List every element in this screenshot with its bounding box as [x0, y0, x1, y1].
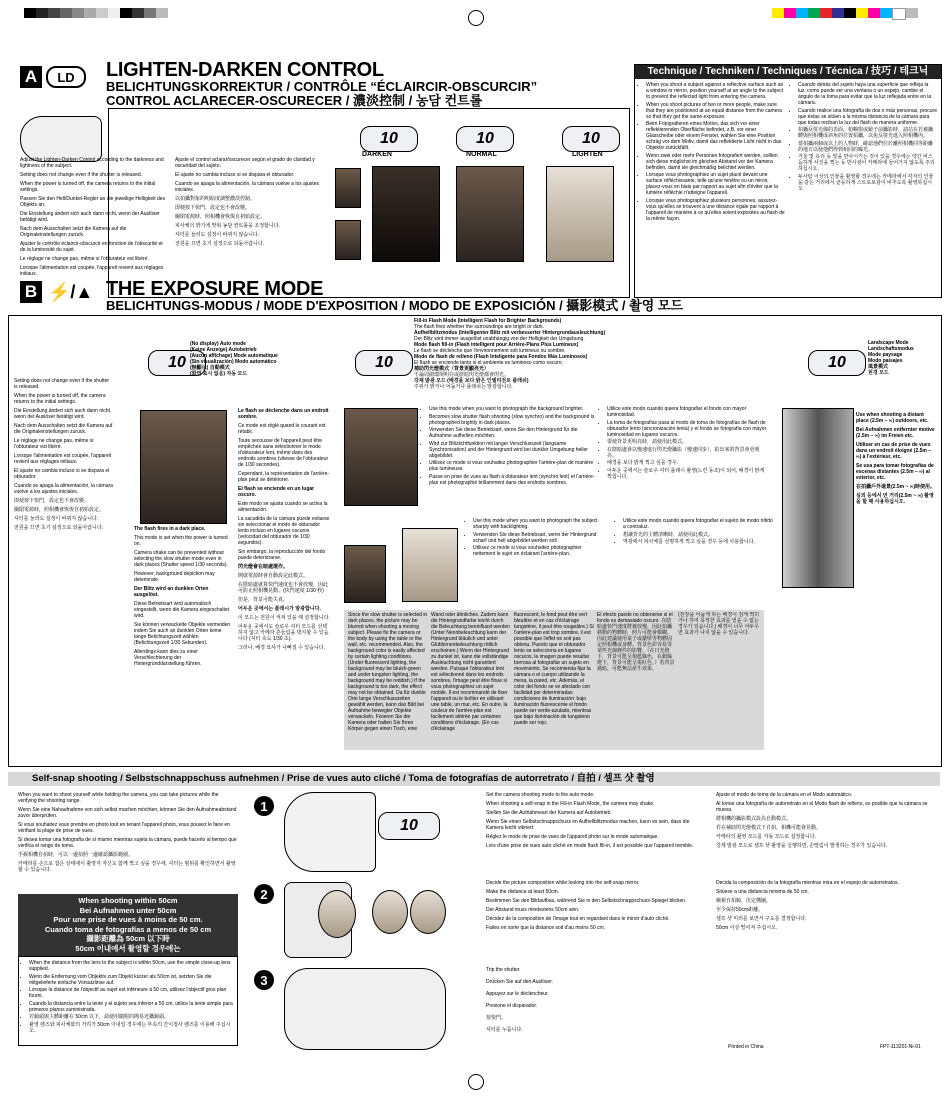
fill-in-mode-labels: Fill-in Flash Mode (Intelligent Flash for Brighter Backgrounds) The flash fires whether the surroundings are bright or dark. Aufhellblitzmodus (Intelligenter Blitz mit verbesserter Hintergrundausleuchtung) Der Blitz wird immer ausgelöst unabhängig von der Helligkeit der Umgebung. Mode flash fill-in (Flash intelligent pour Arrière-Plans Plus Lumineux) Le flash se déclenche que l'environnement soit lumineux ou sombre. Modo de flash de relleno (Flash Inteligente para Fondos Más Luminosos) El flash se enciende tanto si el ambiente es luminoso como oscuro. 補助閃光燈模式（背景更顯亮光） 不論周圍環境明亮或陰暗閃光燈都會閃光。 강제 발광 모드 (배경을 보다 밝은 인텔리전트 플래쉬) 주위가 밝거나 어둡거나 플래쉬는 발광합니다. [414, 318, 606, 390]
step3-text: Trip the shutter. Drücken Sie auf den Auslöser. Appuyez sur le déclencheur. Presione el disparador. 按快門。 셔터를 누릅니다. [486, 967, 553, 1033]
mode-label-darken: DARKEN [362, 151, 392, 158]
color-registration-strip [772, 8, 918, 20]
example-photo-lighten [546, 166, 614, 262]
technique-header: Technique / Techniken / Techniques / Técnica / 技巧 / 테크닉 [635, 65, 941, 79]
document-code: FPT-113201-Ni-01 [880, 1044, 921, 1050]
section-b-header [20, 281, 93, 303]
camera-illustration [284, 792, 376, 872]
warning-col-4: El efecto puede no obtenerse si el fondo es demasiado oscuro. 在陰暗處快門速度將被放慢，因此拍攝移動的物體時，照片可能會模糊。因此建議使用桌子或牆壁等物體固定照相機或身體。背景色彩容易受某些光線條件的影響。（在日光燈下，背景可能呈現藍綠色，在鎢絲燈下，背景可能呈現紅色。）若背景過暗，可能無法產生效果。 [597, 612, 675, 672]
warning-col-5: (천장을 어둡게 하는 배경이 검게 찍히거나 하여 목적한 효과를 얻을 수 없는 경우가 있습니다.) 배경이 너무 어두우면 효과가 나지 않을 수 있습니다. [678, 612, 760, 636]
section-a-notes-right: Ajuste el control aclarar/oscurecer según el grado de claridad y oscuridad del sujeto. El ajuste no cambia incluso si se dispara el obturador. Cuando se apaga la alimentación, la cámara vuelve a los ajustes iniciales. 以拍攝對象的明暗度調整濃淡控制。 即便按下快門，設定也不會改變。 關閉電源時，照相機會恢復自初始設定。 피사체의 밝기에 맞춰 농담 컨트롤을 조정합니다. 셔터를 눌러도 설정이 바뀌지 않습니다. 전원을 끄면 초기 설정으로 되돌아갑니다. [175, 157, 319, 247]
lcd-display: 10 [562, 126, 620, 152]
camera-back-illustration [20, 116, 102, 162]
technique-col-1: • When you shoot a subject against a reflective surface such as a window or mirror, position yourself at an angle to the subject to prevent the reflected light from entering the camera. • When you shoot pictures of two or more people, make sure that they are positioned at an equal distance from the camera so that they get the same exposure. • Beim Fotografieren eines Motivs, das sich vor einer reflektierenden Oberfläche befindet, z.B. vor einer Glasscheibe oder einem Fenster, wählen Sie eine Position schräg vor dem Motiv, damit das reflektierte Licht nicht in das Objektiv zurückfällt. • Wenn zwei oder mehr Personen fotografiert werden, sollten sich diese möglichst im gleichen Abstand vor der Kamera befinden, damit sie gleichmäßig belichtet werden. • Lorsque vous photographiez un sujet placé devant une surface réfléchissante, telle qu'une fenêtre ou un miroir, placez-vous en biais par rapport au sujet afin d'éviter que la lumière réfléchie n'atteigne l'appareil. • Lorsque vous photographiez plusieurs personnes, assurez-vous qu'elles se trouvent à une distance égale par rapport à l'appareil de manière à ce qu'elles soient exposées au flash de la même façon. [639, 82, 785, 223]
landscape-mode-labels: Landscape Mode Landschaftsmodus Mode paysage Modo paisajes 風景模式 원경 모드 [868, 340, 914, 376]
lcd-landscape-mode: 10 [808, 350, 866, 376]
step1-text-2: Ajuste el modo de toma de la cámara en el Modo automático. Al tomar una fotografía de autorretrato en el Modo flash de relleno, es posible que la cámara se mueva. 將相機的攝影模式設為自動模式。 若在補助閃光燈模式下自拍，相機可能會晃動。 카메라의 촬영 모드를 자동 모드로 설정합니다. 강제 발광 모드로 셀프 샷 촬영을 실행하면, 손떨림이 발생하는 경우가 있습니다. [716, 792, 928, 849]
example-photo-darken [372, 166, 440, 262]
self-snap-mirror-illustration [318, 890, 356, 938]
fill-in-mode-description: • Use this mode when you want to photograph the background brighter. • Becomes slow shutter flash shooting (slow synchro) and the background is photographed brightly in dark places. • Verwenden Sie diese Betriebsart, wenn Sie den Hintergrund für die Aufnahme aufhellen möchten. • Wird zur Blitzlichtfunktion mit langer Verschlusszeit (langsame Synchronisation) und der Hintergrund wird bei dunkler Umgebung heller abgebildet. • Utilisez ce mode si vous souhaitez photographier l'arrière-plan de manière plus lumineuse. • Passe en prise de vues au flash à obturateur lent (synchro lent) et l'arrière-plan est photographié brillamment dans des endroits sombres. [422, 406, 601, 487]
section-a-notes-left: Adjust the Lighten-Darken Control according to the darkness and lightness of the subject. Setting does not change even if the shutter is released. When the power is turned off, the camera returns to the initial settings. Passen Sie den Hell/Dunkel-Regler an die jeweilige Helligkeit des Objekts an. Die Einstellung ändert sich auch dann nicht, wenn der Auslöser betätigt wird. Nach dem Ausschalten setzt die Kamera auf die Originaleinstellungen zurück. Ajuster le contrôle éclaircir-obscurcir en fonction de l'obscurité et de la luminosité du sujet. Le réglage ne change pas, même si l'obturateur est libéré. Lorsque l'alimentation est coupée, l'appareil revient aux réglages initiaux. [20, 157, 166, 277]
backlit-description-2: • Utilice este modo cuando quiera fotografiar el sujeto de modo nítido a contraluz. • 想讓背光的主體清晰時，請使用此模式。 • 역광에서 피사체를 선명하게 찍고 싶을 경우 등에 사용합니다. [616, 518, 773, 547]
step-number-3: 3 [254, 970, 274, 990]
lcd-auto-mode: 10 [148, 350, 206, 376]
landscape-description: Use when shooting a distant place (2.5m – ∞) outdoors, etc. Bei Aufnahmen entfernter motive (2.5m – ∞) im Freien etc. Utiliser en cas de prise de vues dans un endroit éloigné (2.5m – ∞) à l'extérieur, etc. Se usa para tomar fotografías de escenas distantes (2.5m – ∞) al exterior, etc. 在拍攝戶外遠景(2.5m ~ ∞)時使用。 실외 등에서 먼 거리(2.5m ~ ∞) 촬영을 할 때 사용하십시오. [856, 412, 935, 505]
close-up-callout: When shooting within 50cm Bei Aufnahmen unter 50cm Pour une prise de vues à moins de 50 cm. Cuando toma de fotografías a menos de 50 cm 攝影距離為 50cm 以下時 50cm 이내에서 촬영할 경우에는 [18, 894, 238, 956]
section-title: THE EXPOSURE MODE [106, 278, 324, 300]
section-a-title [106, 60, 626, 108]
section-b-left-notes: Setting does not change even if the shutter is released. When the power is turned off, the camera returns to the initial settings. Die Einstellung ändert sich auch dann nicht, wenn der Auslöser betätigt wird. Nach dem Ausschalten setzt die Kamera auf die Originaleinstellungen zurück. Le réglage ne change pas, même si l'obturateur est libéré. Lorsque l'alimentation est coupée, l'appareil revient aux réglages initiaux. El ajuste no cambia incluso si se dispara el obturador. Cuando se apaga la alimentación, la cámara vuelve a los ajustes iniciales. 即使按下快門，設定也不會改變。 關閉電源時，照相機會恢復自初始設定。 셔터를 눌러도 설정이 바뀌지 않습니다. 전원을 끄면 초기 설정으로 되돌아갑니다. [14, 378, 113, 531]
mode-label-lighten: LIGHTEN [572, 151, 603, 158]
section-subtitle: BELICHTUNGS-MODUS / MODE D'EXPOSITION / MODO DE EXPOSICIÓN / 攝影模式 / 촬영 모드 [106, 298, 683, 313]
mode-label-normal: NORMAL [466, 151, 497, 158]
step-number-2: 2 [254, 884, 274, 904]
printed-in: Printed in China [728, 1044, 764, 1050]
section-letter: B [20, 281, 42, 303]
lcd-display: 10 [456, 126, 514, 152]
fill-in-mode-photo [344, 408, 418, 506]
auto-mode-fr-es-asia: Le flash se déclenche dans un endroit sombre. Ce mode est réglé quand le courant est rétabli. Toute secousse de l'appareil peut être empêchée sans sélectionner le mode d'obturateur lent, même dans des endroits sombres (vitesse de l'obturateur de 1/30 secondes). Cependant, la représentation de l'arrière-plan peut se détériorer. El flash se enciende en un lugar oscuro. Este modo se ajusta cuando se activa la alimentación. La sacudida de la cámara puede evitarse sin seleccionar el modo de obturador lento incluso en lugares oscuros (velocidad del obturador de 1/30 segundos). Sin embargo, la reproducción del fondo puede deteriorarse. 閃光燈會在暗處運作。 開啟電源時會自動設定此模式。 在陰暗處就算快門速度也不會放慢，因此可防止照相機晃動。(快門速度 1/30 秒) 但是，背景可能失真。 어두운 곳에서는 플래시가 발광합니다. 이 모드는 전원이 켜져 있을 때 설정합니다. 어두운 곳에서도 슬로우 셔터 모드를 선택하지 않고 카메라 흔들림을 방지할 수 있습니다 (셔터 속도 1/30 초). 그러나, 배경 묘사가 나빠질 수 있습니다. [238, 408, 330, 651]
section-a-header [20, 66, 86, 88]
step2-text-2: Decida la composición de la fotografía mientras mira en el espejo de autorretratos. Sitúese a una distancia mínima de 50 cm. 檢視自拍鏡，決定構圖。 至少保持50cm距離。 셀프 샷 미러를 보면서 구도를 결정합니다. 50cm 이상 떨어져 주십시오. [716, 880, 899, 931]
step1-lcd: 10 [378, 812, 440, 840]
section-subtitle: BELICHTUNGSKORREKTUR / CONTRÔLE “ÉCLAIRCIR-OBSCURCIR” [106, 79, 538, 94]
warning-col-2: Wand oder ähnliches. Zudem kann die Hintergrundfarbe leicht durch die Beleuchtung beeinflusst werden (Unter Neonbeleuchtung kann der Hintergrund bläulich und unter Glühbirnenbeleuchtung rötlich erscheinen.) Wenn der Hintergrund zu dunkel ist, kann die vollständige Ausleuchtung nicht garantiert werden. Puisque l'obturateur lent est sélectionné dans les endroits sombres, l'image peut être floue si vous photographiez un sujet mobile. Il est recommandé de fixer l'appareil ou le boîtier en utilisant une table, un mur, etc. En outre, la couleur de l'arrière-plan est facilement altérée par certaines conditions d'éclairage. (En cas d'éclairage [431, 612, 510, 732]
section-letter: A [20, 66, 42, 88]
example-photo [335, 220, 361, 260]
section-b-title [106, 279, 786, 313]
section-subtitle: CONTROL ACLARECER-OSCURECER / 濃淡控制 / 농담 컨트롤 [106, 93, 483, 108]
warning-col-3: fluorescent, le fond peut être vert bleuâtre et en cas d'éclairage tungstène, il peut être rougeâtre.) Si l'arrière-plan est trop sombre, il est possible que l'effet ne soit pas obtenu. Puesto que el obturador lento se selecciona en lugares oscuros, la imagen puede resultar borrosa al fotografiar un sujeto en movimiento. Se recomienda fijar la cámara o el cuerpo utilizando la mesa, la pared, etc. Además, el color del fondo se ve afectado con facilidad por determinadas condiciones de iluminación: bajo iluminación fluorescente el fondo puede ser verde-azulado, mientras que bajo iluminación de tungsteno puede ser rojo. [514, 612, 594, 726]
crop-mark-icon [468, 1074, 484, 1090]
auto-mode-en-de: The flash fires in a dark place. This mode is set when the power is turned on. Camera shake can be prevented without selecting the slow shutter mode even in dark places (Shutter speed 1/30 seconds). However, background depiction may deteriorate. Der Blitz wird an dunklen Orten ausgelöst. Diese Betriebsart wird automatisch eingestellt, wenn die Kamera eingeschaltet wird. Sie können verwackelte Objekte vermeiden indem Sie auch an dunklen Orten keine lange Belichtungszeit wählen (Belichtungszeit 1/30 Sekunden). Allerdings kann dies zu einer Verschlechterung der Hintergrunddarstellung führen. [134, 526, 231, 667]
backlit-photo-small [344, 545, 386, 603]
crop-mark-icon [468, 10, 484, 26]
shutter-illustration [284, 968, 446, 1050]
grayscale-registration-strip [24, 8, 168, 18]
fill-in-mode-description-2: • Utilice este modo cuando quiera fotografiar el fondo con mayor luminosidad. • La toma de fotografías pasa al modo de toma de fotografías de flash de obturador lento (sincronización lenta) y el fondo se fotografía con mayor luminosidad en lugares oscuros. • 要使背景更明亮時，請使用此模式。 • 在陰暗處會以慢速進行閃光燈攝影（慢速同步），拍出來的背景會更明亮。 • 배경을 보다 밝게 찍고 싶을 경우. • 어두운 곳에서는 슬로우 셔터 플래시 촬영(느린 동조)이 되어, 배경이 밝게 찍힙니다. [600, 406, 767, 481]
technique-col-2: • Cuando detrás del sujeto haya una superficie que refleja la luz, como puede ser una ventana o un espejo, cambie el ángulo de la toma para evitar que la luz reflejada entre en la cámara. • Cuando realice una fotografía de dos o más personas, procure que éstas se sitúen a la misma distancia de la cámara para que todas reciban la luz del flash de manera uniforme. • 拍攝反射光線的表面，如櫥窗或鏡子前攝影時，請站在若被攝體與照相機成斜角的位置拍攝，以免反射光進入照相機內。 • 當拍攝兩個或以上的人物時，確認他們位於離照相機同等距離的地方以使他們得到相同的曝光。 • 거울 및 유리 등 빛을 반사시키는 것이 있을 경우에는 약간 비스듬하게 사진을 찍는 등 반사광이 카메라에 들어가지 않도록 주의하십시오. • 두사람 이상의 인물을 촬영할 경우에는 카메라에서 각자의 인물을 같은 거리에서 균등하게 스트로보광이 비추도록 촬영하십시오. [791, 82, 937, 223]
landscape-photo [782, 408, 854, 588]
section-title: LIGHTEN-DARKEN CONTROL [106, 59, 384, 81]
flash-mode-icon: ⚡/▲ [48, 281, 94, 302]
close-up-notes-box: • When the distance from the lens to the subject is within 50cm, use the simple close-up lens supplied. • Wenn die Entfernung vom Objektiv zum Objekt kürzer als 50cm ist, setzten Sie die mitgelieferte einfache Vorsatzlinse auf. • Lorsque la distance de l'objectif au sujet est inférieure à 50 cm, utilisez l'objectif gros plan fourni. • Cuando la distancia entre la lente y el sujeto sea inferior a 50 cm, utilice la lente simple para primeros planos suministrada. • 若鏡頭與主體距離在 50cm 以下，請使用隨附的簡易近攝鏡頭。 • 촬영 렌즈와 피사체와의 거리가 50cm 이내일 경우에는 부속의 간이접사 렌즈를 이용해 주십시오. [18, 956, 238, 1046]
auto-mode-labels: (No display) Auto mode (Keine Anzeige) Autobetrieb (Aucun affichage) Mode automatique (Sin visualización) Modo automático (無顯示) 自動模式 (화면 표시 없음) 자동 모드 [190, 341, 278, 377]
lcd-fill-in-mode: 10 [355, 350, 413, 376]
step2-text: Decide the picture composition while looking into the self-snap mirror. Make the distance at least 50cm. Bestimmen Sie den Bildaufbau, während Sie in den Selbstschnappschuss-Spiegel blicken. Der Abstand muss mindestens 50cm sein. Décidez de la composition de l'image tout en regardant dans le miroir d'auto cliché. Faites en sorte que la distance soit d'au moins 50 cm. [486, 880, 687, 931]
self-snap-intro: When you want to shoot yourself while holding the camera, you can take pictures while the verifying the shooting range. Wenn Sie eine Nahaufnahme von sich selbst machen möchten, können Sie den Aufnahmeabstand zuvor überprüfen. Si vous souhaitez vous prendre en photo tout en tenant l'appareil photo, vous pouvez le faire en vérifiant la plage de prise de vues. Si desea tomar una fotografía de sí mismo mientras sujeta la cámara, puede hacerlo al tiempo que verifica el rango de toma. 手握相機自拍時，可以一邊拍照一邊確認攝影範圍。 카메라를 손으로 잡은 상태에서 촬영자 자신도 함께 찍고 싶을 경우에, 셔터는 범위를 확인하면서 촬영할 수 있습니다. [18, 792, 237, 873]
self-snap-mirror-illustration [410, 890, 446, 934]
self-snap-mirror-illustration [372, 890, 408, 934]
lighten-darken-icon: LD [46, 66, 86, 88]
self-snap-header: Self-snap shooting / Selbstschnappschuss aufnehmen / Prise de vues auto cliché / Toma de fotografías de autorretrato / 自拍 / 셀프 샷 촬영 [8, 772, 940, 786]
example-photo [335, 168, 361, 208]
example-photo-normal [456, 166, 524, 262]
step1-text: Set the camera shooting mode to the auto mode. When shooting a self-snap in the Fill-in Flash Mode, the camera may shake. Stellen Sie die Aufnahmeart der Kamera auf Autobetrieb. Wenn Sie einen Selbstschnappschuss im Aufhellblitzmodus machen, kann es sein, dass die Kamera leicht vibriert. Réglez le mode de prise de vues de l'appareil photo sur le mode automatique. Lors d'une prise de vues auto cliché en mode flash fill-in, il est possible que l'appareil tremble. [486, 792, 694, 849]
step-number-1: 1 [254, 796, 274, 816]
technique-panel [634, 64, 942, 298]
backlit-description: • Use this mode when you want to photograph the subject sharply with backlighting. • Verwenden Sie diese Betriebsart, wenn der Hintergrund scharf und hell abgebildet werden soll. • Utilisez ce mode si vous souhaitez photographier nettement le sujet en éclairant l'arrière-plan. [466, 518, 601, 559]
lcd-display: 10 [360, 126, 418, 152]
warning-col-1: Since the slow shutter is selected in dark places, the picture may be blurred when shooting a moving subject. Please fix the camera or the body by using the table or the wall, etc. recommended. Also, the background color is easily affected by certain lighting conditions. (Under fluorescent lighting, the background may be bluish-green and under tungsten lighting, the background may be reddish.) If the background is too dark, the effect may not be obtained. Da für dunkle Orte lange Verschlusszeiten gewählt werden, kann das Bild bei Aufnahme bewegter Objekte verwackeln. Fixieren Sie die Kamera oder halten Sie Ihren Körper gegen einen Tisch, eine [348, 612, 428, 732]
backlit-photo [402, 528, 458, 602]
auto-mode-photo [140, 410, 227, 524]
